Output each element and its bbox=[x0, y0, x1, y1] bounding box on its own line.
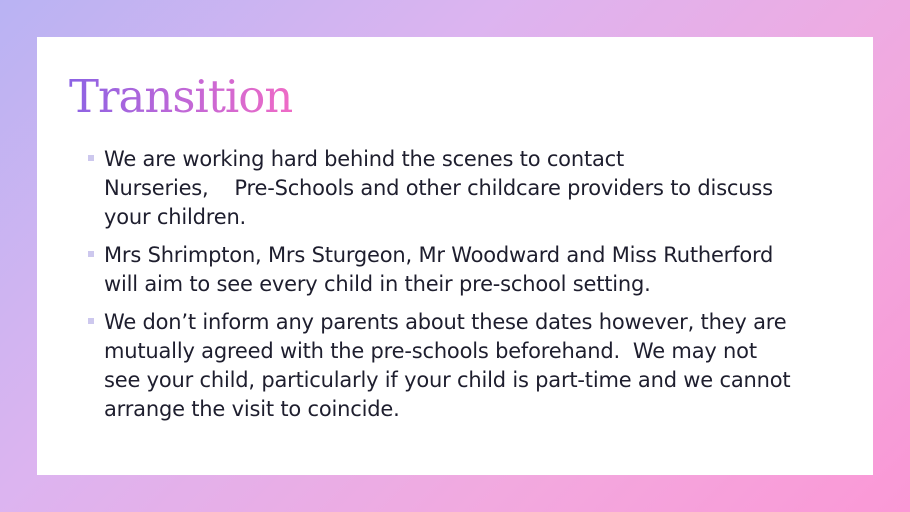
square-bullet-icon bbox=[88, 155, 94, 161]
bullet-item-staff-visits bbox=[85, 241, 855, 299]
square-bullet-icon bbox=[88, 318, 94, 324]
bullet-line: see your child, particularly if your child is part-time and we cannot bbox=[104, 368, 791, 392]
bullet-line: arrange the visit to coincide. bbox=[104, 397, 400, 421]
bullet-item-contact-providers bbox=[85, 145, 855, 232]
bullet-line: mutually agreed with the pre-schools beforehand. We may not bbox=[104, 339, 757, 363]
bullet-line: will aim to see every child in their pre-school setting. bbox=[104, 272, 651, 296]
bullet-item-visit-dates bbox=[85, 308, 855, 424]
bullet-list bbox=[85, 145, 855, 433]
bullet-line: We don’t inform any parents about these dates however, they are bbox=[104, 310, 787, 334]
bullet-line: your children. bbox=[104, 205, 247, 229]
bullet-line: Mrs Shrimpton, Mrs Sturgeon, Mr Woodward and Miss Rutherford bbox=[104, 243, 774, 267]
bullet-line: We are working hard behind the scenes to contact bbox=[104, 147, 625, 171]
slide-title: Transition bbox=[69, 70, 293, 123]
bullet-line: Nurseries, Pre-Schools and other childcare providers to discuss bbox=[104, 176, 773, 200]
slide-panel bbox=[37, 37, 873, 475]
square-bullet-icon bbox=[88, 251, 94, 257]
